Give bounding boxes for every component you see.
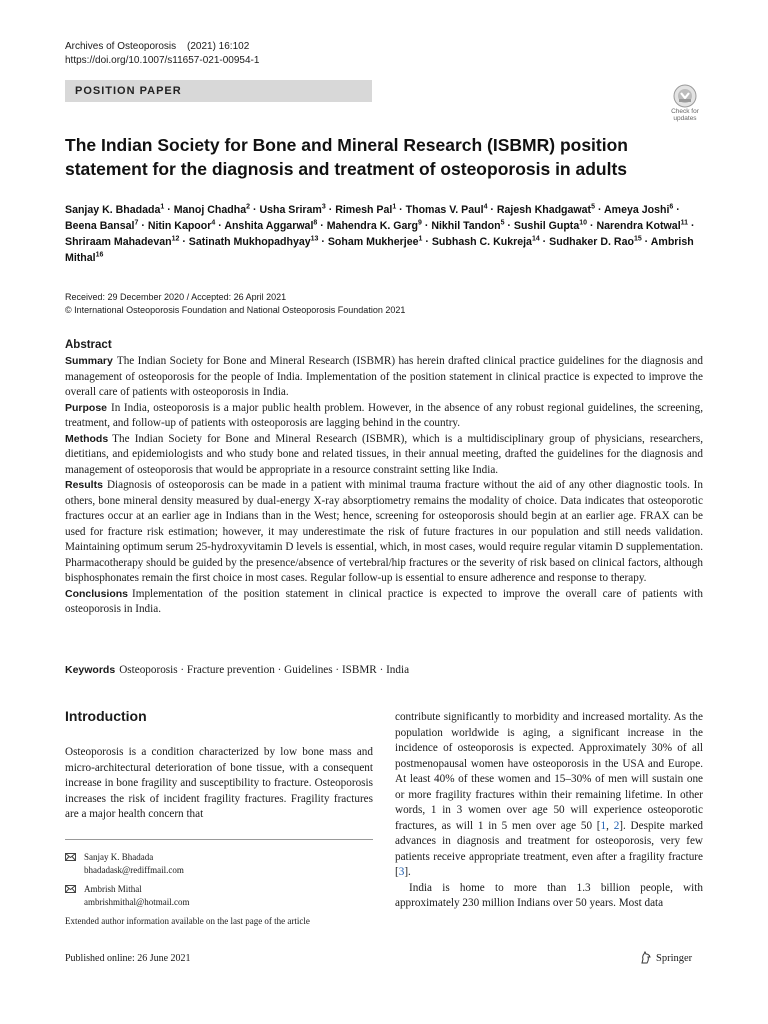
abstract-label: Conclusions xyxy=(65,587,129,600)
journal-citation xyxy=(65,40,249,54)
introduction-paragraph: contribute significantly to morbidity and increased mortality. As the population worldwide is aging, a significant increase in the incidence of osteoporosis is expected. Approximately 30% of all postmenopausal women have osteoporosis in the USA and Europe. At least 40% of these women and 15–30% of men will sustain one or more fragility fractures within their remaining lifetime. In other words, 1 in 3 women over age 50 will experience osteoporotic fractures, as will 1 in 5 men over age 50 [1, 2]. Despite marked advances in diagnosis and treatment for osteoporosis, very few patients receive appropriate treatment, even after a fragility fracture [3]. xyxy=(395,711,704,878)
introduction-heading: Introduction xyxy=(65,708,147,724)
author[interactable] xyxy=(604,204,673,216)
author[interactable] xyxy=(148,220,215,232)
author[interactable] xyxy=(65,236,179,248)
author[interactable] xyxy=(549,236,642,248)
journal-name: Archives of Osteoporosis xyxy=(65,41,177,52)
author-affiliation: 8 xyxy=(313,219,318,227)
introduction-left-text: Osteoporosis is a condition characterized by low bone mass and micro-architectural deterioration of bone tissue, with a consequent increase in bone fragility and susceptibility to fracture. Osteoporosis increases the risk of incident fragility fractures. Fragility fractures are a major health concern that xyxy=(65,746,373,820)
correspondence-email[interactable]: bhadadask@rediffmail.com xyxy=(84,865,184,875)
abstract-methods xyxy=(65,432,703,479)
keywords-label: Keywords xyxy=(65,664,116,676)
reference-link[interactable]: 1 xyxy=(600,819,607,832)
doi-link[interactable]: https://doi.org/10.1007/s11657-021-00954-1 xyxy=(65,55,260,66)
extended-author-info: Extended author information available on the last page of the article xyxy=(65,916,310,926)
abstract-text: The Indian Society for Bone and Mineral Research (ISBMR) has herein drafted clinical practice guidelines for the diagnosis and management of osteoporosis for the people of India. Implementation of the position statement in clinical practice is expected to improve the overall care of patients with osteoporosis in India. xyxy=(65,355,703,398)
author[interactable] xyxy=(259,204,325,216)
author[interactable] xyxy=(174,204,250,216)
author-name: Nikhil Tandon xyxy=(431,220,501,232)
author[interactable] xyxy=(65,220,138,232)
author-name: Sudhaker D. Rao xyxy=(549,236,634,248)
abstract-text: Diagnosis of osteoporosis can be made in a patient with minimal trauma fracture without the aid of any other diagnostic tools. In others, bone mineral density measured by dual-energy X-ray absorptiometry remains the modality of choice. Data indicates that osteoporotic fractures occur at an earlier age in Indians than in the West; hence, screening for osteoporosis should begin at an earlier age. FRAX can be used for fracture risk estimation; however, it may underestimate the risk of future fractures in our population and still needs validation. Maintaining optimum serum 25-hydroxyvitamin D levels is essential, which, in most cases, would require regular vitamin D supplementation. Pharmacotherapy should be guided by the presence/absence of vertebral/hip fractures or the severity of risk based on clinical factors, although bisphosphonates remain the first choice in most cases. Regular follow-up is essential to ensure adherence and response to therapy. xyxy=(65,479,703,584)
author-affiliation: 6 xyxy=(669,203,674,211)
author-affiliation: 1 xyxy=(418,235,423,243)
author-affiliation: 1 xyxy=(160,203,165,211)
author-affiliation: 7 xyxy=(134,219,139,227)
received-accepted: Received: 29 December 2020 / Accepted: 26 April 2021 xyxy=(65,292,287,302)
author-affiliation: 11 xyxy=(680,219,689,227)
abstract-results xyxy=(65,478,703,587)
keywords xyxy=(65,663,705,678)
correspondence-name: Ambrish Mithal xyxy=(84,884,142,894)
paragraph-text: ]. Despite marked advances in diagnosis and treatment for osteoporosis, very few patients receive appropriate treatment, even after a fragility fracture [ xyxy=(395,819,704,878)
publisher-logo[interactable] xyxy=(640,951,692,964)
author-affiliation: 16 xyxy=(95,251,104,259)
author-affiliation: 12 xyxy=(171,235,180,243)
correspondence-entry xyxy=(65,883,190,909)
author-affiliation: 1 xyxy=(392,203,397,211)
author[interactable] xyxy=(514,220,587,232)
author-name: Subhash C. Kukreja xyxy=(431,236,532,248)
copyright: © International Osteoporosis Foundation and National Osteoporosis Foundation 2021 xyxy=(65,305,406,315)
author-affiliation: 5 xyxy=(591,203,595,211)
author[interactable] xyxy=(406,204,488,216)
author[interactable] xyxy=(65,204,164,216)
author-affiliation: 10 xyxy=(579,219,588,227)
paragraph-text: ]. xyxy=(404,866,411,878)
author-name: Shriraam Mahadevan xyxy=(65,236,172,248)
author-name: Rajesh Khadgawat xyxy=(496,204,592,216)
publisher-name: Springer xyxy=(656,953,693,964)
abstract-purpose xyxy=(65,401,703,432)
author-name: Thomas V. Paul xyxy=(405,204,484,216)
envelope-icon xyxy=(65,853,76,861)
author[interactable] xyxy=(432,236,540,248)
citation: (2021) 16:102 xyxy=(187,41,250,52)
author-affiliation: 13 xyxy=(310,235,319,243)
author-affiliation: 2 xyxy=(246,203,251,211)
author-name: Ambrish Mithal xyxy=(65,236,694,264)
abstract-heading: Abstract xyxy=(65,339,112,351)
author[interactable] xyxy=(497,204,595,216)
abstract-body xyxy=(65,354,703,618)
author-name: Mahendra K. Garg xyxy=(326,220,418,232)
envelope-icon xyxy=(65,885,76,893)
author-name: Manoj Chadha xyxy=(173,204,247,216)
reference-link[interactable]: 3 xyxy=(398,866,405,878)
check-for-updates-icon xyxy=(673,84,697,108)
paragraph-text: contribute significantly to morbidity and increased mortality. As the population worldwide is aging, a significant increase in the incidence of osteoporosis is expected. Approximately 30% of all postmenopausal women have osteoporosis in the USA and Europe. At least 40% of these women and 15–30% of men will sustain one or more fragility fractures within their remaining lifetime. In other words, 1 in 3 women over age 50 will experience osteoporotic fractures, as will 1 in 5 men over age 50 [ xyxy=(395,711,703,832)
author-name: Satinath Mukhopadhyay xyxy=(188,236,311,248)
introduction-paragraph: India is home to more than 1.3 billion people, with approximately 230 million Indians over 50 years. Most data xyxy=(395,881,703,909)
author-affiliation: 9 xyxy=(417,219,422,227)
author[interactable] xyxy=(327,220,422,232)
keywords-list: Osteoporosis · Fracture prevention · Guidelines · ISBMR · India xyxy=(119,664,410,676)
author-name: Ameya Joshi xyxy=(604,204,670,216)
check-for-updates-label: Check for updates xyxy=(671,108,699,122)
abstract-text: Implementation of the position statement in clinical practice is expected to improve the overall care of patients with osteoporosis in India. xyxy=(65,587,703,615)
author-affiliation: 4 xyxy=(483,203,488,211)
author-affiliation: 14 xyxy=(531,235,540,243)
author[interactable] xyxy=(189,236,319,248)
author-name: Rimesh Pal xyxy=(335,204,393,216)
springer-horse-icon xyxy=(640,951,652,964)
abstract-summary xyxy=(65,354,703,401)
abstract-conclusions xyxy=(65,587,703,618)
author-affiliation: 3 xyxy=(321,203,326,211)
abstract-label: Results xyxy=(65,479,103,491)
reference-link[interactable]: 2 xyxy=(613,819,620,832)
author-name: Soham Mukherjee xyxy=(327,236,419,248)
author[interactable] xyxy=(596,220,688,232)
author-name: Sanjay K. Bhadada xyxy=(65,204,161,216)
article-type-banner: POSITION PAPER xyxy=(65,80,372,102)
abstract-label: Methods xyxy=(65,432,109,445)
abstract-label: Purpose xyxy=(65,401,108,414)
author[interactable] xyxy=(335,204,396,216)
correspondence-name: Sanjay K. Bhadada xyxy=(84,852,154,862)
abstract-label: Summary xyxy=(65,355,113,367)
author[interactable] xyxy=(328,236,423,248)
correspondence-entry xyxy=(65,851,184,877)
correspondence-email[interactable]: ambrishmithal@hotmail.com xyxy=(84,897,190,907)
author-name: Nitin Kapoor xyxy=(147,220,212,232)
author-list: Sanjay K. Bhadada$^1$ · Manoj Chadha$^2$ · Usha Sriram$^3$ · Rimesh Pal$^1$ · Thomas V. Paul$^4$ · Rajesh Khadgawat$^5$ · Ameya Joshi$^6$ · Beena Bansal$^7$ · Nitin Kapoor$^4$ · Anshita Aggarwal$^8$ · Mahendra K. Garg$^9$ · Nikhil Tandon$^5$ · Sushil Gupta$^{10}$ · Narendra Kotwal$^{11}$ · Shriraam Mahadevan$^{12}$ · Satinath Mukhopadhyay$^{13}$ · Soham Mukherjee$^1$ · Subhash C. Kukreja$^{14}$ · Sudhaker D. Rao$^{15}$ · Ambrish Mithal$^{16}$ xyxy=(65,203,695,264)
author-affiliation: 5 xyxy=(500,219,505,227)
introduction-right-column xyxy=(395,710,703,912)
author-name: Beena Bansal xyxy=(65,220,135,232)
check-for-updates-badge[interactable] xyxy=(665,84,705,124)
author-name: Anshita Aggarwal xyxy=(224,220,314,232)
author-name: Usha Sriram xyxy=(259,204,322,216)
author-affiliation: 4 xyxy=(211,219,216,227)
article-dates xyxy=(65,291,405,317)
abstract-text: The Indian Society for Bone and Mineral Research (ISBMR), which is a multidisciplinary group of physicians, researchers, dietitians, and epidemiologists and who study bone and related tissues, in their annual meeting, drafted the guidelines for the diagnosis and management of osteoporosis that would be appropriate in a resource constraint setting like India. xyxy=(65,432,703,476)
published-date: Published online: 26 June 2021 xyxy=(65,953,191,964)
author-name: Narendra Kotwal xyxy=(596,220,681,232)
abstract-text: In India, osteoporosis is a major public health problem. However, in the absence of any robust regional guidelines, the screening, treatment, and follow-up of patients with osteoporosis are lagging behind in the country. xyxy=(65,401,703,429)
author-affiliation: 15 xyxy=(633,235,642,243)
author-name: Sushil Gupta xyxy=(513,220,580,232)
footnote-divider xyxy=(65,839,373,840)
article-title: The Indian Society for Bone and Mineral Research (ISBMR) position statement for the diagnosis and treatment of osteoporosis in adults xyxy=(65,135,628,179)
author[interactable] xyxy=(431,220,504,232)
author[interactable] xyxy=(224,220,317,232)
